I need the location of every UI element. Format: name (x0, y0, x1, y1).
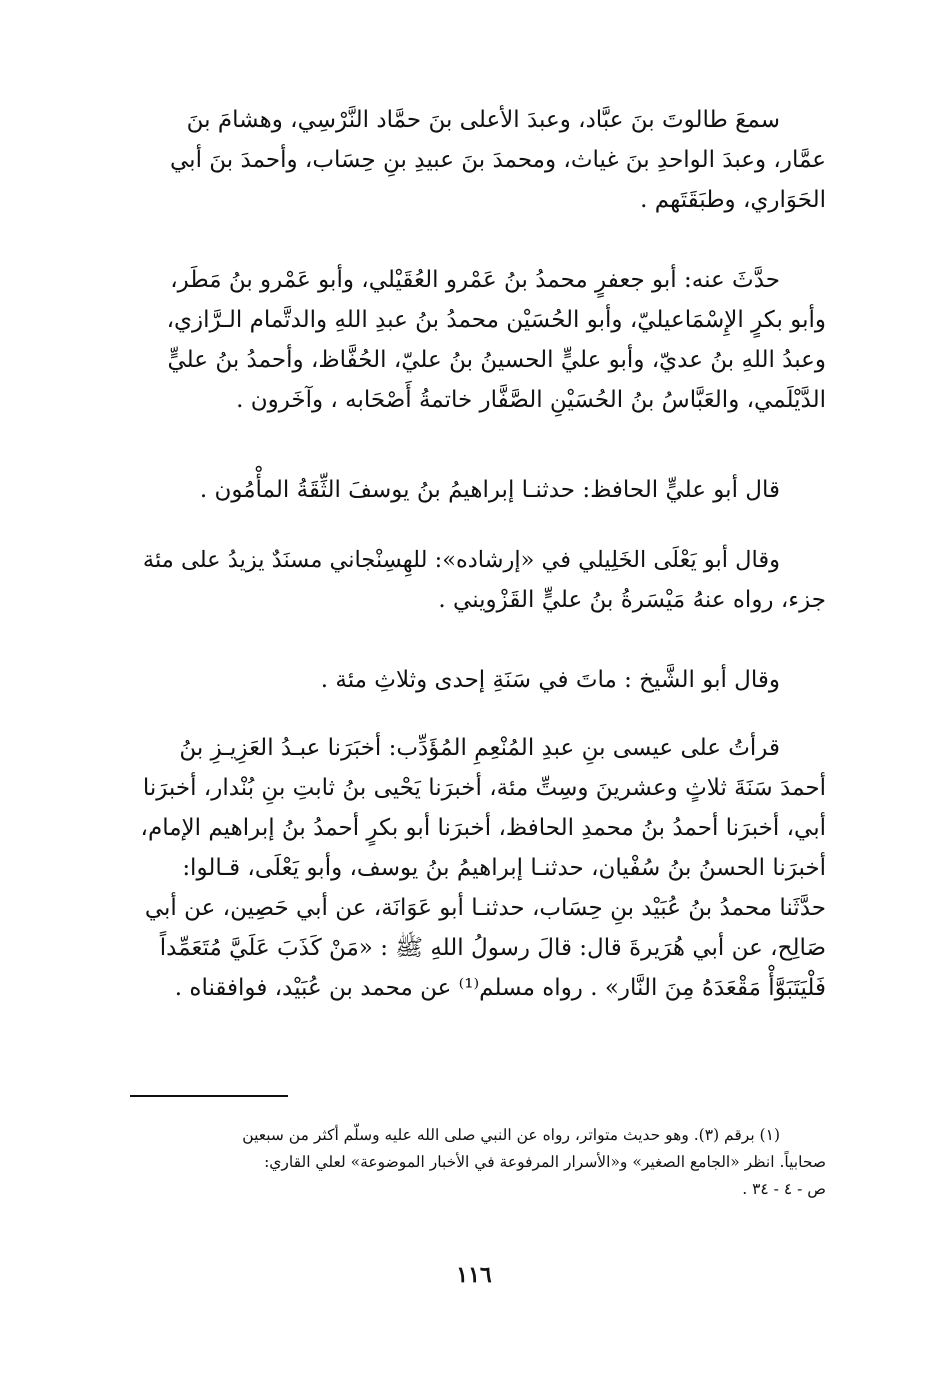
text-line: الدَّيْلَمي، والعَبَّاسُ بنُ الحُسَيْنِ الصَّفَّار خاتمةُ أَصْحَابه ، وآخَرون . (236, 387, 826, 413)
paragraph-heard-from (136, 100, 826, 220)
footnote-divider (130, 1095, 288, 1097)
text-line: حدَّثَ عنه: أبو جعفرٍ محمدُ بنُ عَمْرو العُقَيْلي، وأبو عَمْرو بنُ مَطَر، (170, 267, 780, 293)
text-line: وقال أبو الشَّيخ : ماتَ في سَنَةِ إحدى وثلاثِ مئة . (320, 667, 780, 693)
paragraph-narrated-from-him (136, 260, 826, 420)
paragraph-abu-al-shaykh (136, 660, 826, 700)
text-line: وقال أبو يَعْلَى الخَلِيلي في «إرشاده»: للهِسِنْجاني مسنَدٌ يزيدُ على مئة (142, 547, 780, 573)
text-line: أبي، أخبرَنا أحمدُ بنُ محمدِ الحافظ، أخبرَنا أبو بكرٍ أحمدُ بنُ إبراهيم الإمام، (140, 815, 826, 841)
text-line: قال أبو عليٍّ الحافظ: حدثنـا إبراهيمُ بنُ يوسفَ الثِّقَةُ المأْمُون . (199, 477, 780, 503)
footnote-line: ص - ٤ - ٣٤ . (742, 1180, 826, 1198)
text-line: صَالِح، عن أبي هُرَيرةَ قال: قالَ رسولُ اللهِ ﷺ : «مَنْ كَذَبَ عَلَيَّ مُتَعَمِّداً (159, 935, 826, 961)
footnotes (136, 1122, 826, 1203)
text-line: عمَّار، وعبدَ الواحدِ بنَ غياث، ومحمدَ بنَ عبيدِ بنِ حِسَاب، وأحمدَ بنَ أبي (170, 147, 826, 173)
paragraph-hadith-chain (136, 728, 826, 1008)
text-line: أحمدَ سَنَةَ ثلاثٍ وعشرينَ وسِتِّ مئة، أخبرَنا يَحْيى بنُ ثابتِ بنِ بُنْدار، أخبرَنا (142, 775, 826, 801)
text-line: سمعَ طالوتَ بنَ عبَّاد، وعبدَ الأعلى بنَ حمَّاد النَّرْسِي، وهشامَ بنَ (186, 107, 780, 133)
page-number: ١١٦ (456, 1262, 492, 1288)
text-line: الحَوَاري، وطبَقَتَهم . (640, 187, 826, 213)
text-line: وعبدُ اللهِ بنُ عديّ، وأبو عليٍّ الحسينُ بنُ عليّ، الحُفَّاظ، وأحمدُ بنُ عليٍّ (167, 347, 826, 373)
footnote-line: (١) برقم (٣). وهو حديث متواتر، رواه عن النبي صلى الله عليه وسلّم أكثر من سبعين (242, 1126, 780, 1144)
text-line: أخبرَنا الحسنُ بنُ سُفْيان، حدثنـا إبراهيمُ بنُ يوسف، وأبو يَعْلَى، قـالوا: (182, 855, 826, 881)
text-line: وأبو بكرٍ الإِسْمَاعيليّ، وأبو الحُسَيْن محمدُ بنُ عبدِ اللهِ والدتَّمام الـرَّازي، (166, 307, 826, 333)
text-line: قرأتُ على عيسى بنِ عبدِ المُنْعِمِ المُؤَدِّب: أخبَرَنا عبـدُ العَزِيـزِ بنُ (179, 735, 780, 761)
text-line: جزء، رواه عنهُ مَيْسَرةُ بنُ عليٍّ القَزْويني . (438, 587, 826, 613)
footnote-line: صحابياً. انظر «الجامع الصغير» و«الأسرار المرفوعة في الأخبار الموضوعة» لعلي القاري: (264, 1153, 826, 1171)
text-line: حدَّثَنا محمدُ بنُ عُبَيْد بنِ حِسَاب، حدثنـا أبو عَوَانَة، عن أبي حَصِين، عن أبي (144, 895, 826, 921)
paragraph-abu-yala (136, 540, 826, 620)
text-line: فَلْيَتَبَوَّأْ مَقْعَدَهُ مِنَ النَّار» . رواه مسلم⁽¹⁾ عن محمد بن عُبَيْد، فوافقناه . (174, 975, 826, 1001)
paragraph-abu-ali (136, 470, 826, 510)
